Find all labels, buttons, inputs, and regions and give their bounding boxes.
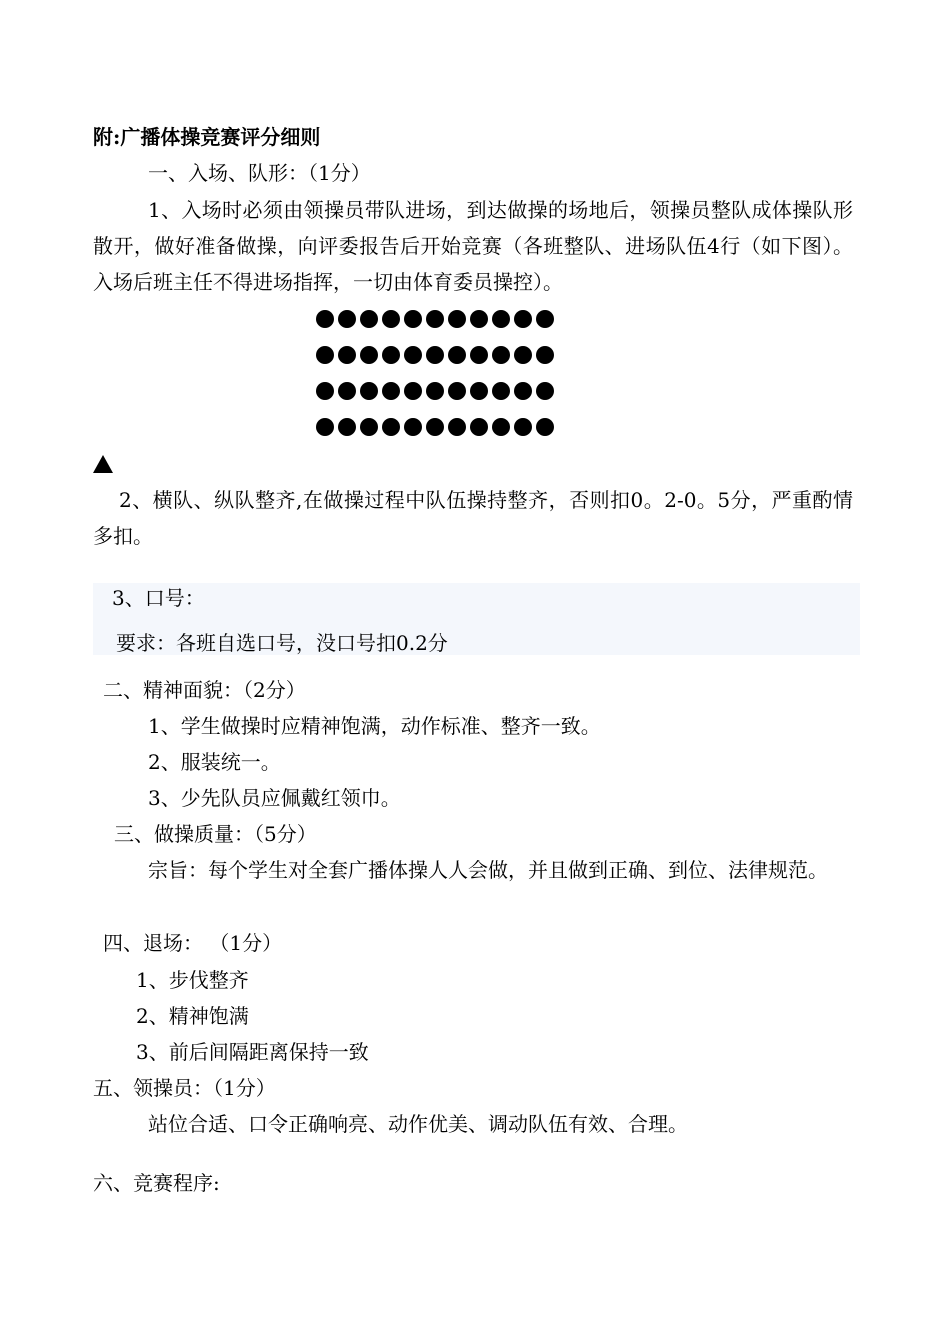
student-dot-icon <box>404 418 422 436</box>
student-dot-icon <box>360 382 378 400</box>
student-dot-icon <box>426 346 444 364</box>
student-dot-icon <box>426 382 444 400</box>
student-dot-icon <box>514 346 532 364</box>
student-dot-icon <box>338 418 356 436</box>
paragraph-1-text: 1、入场时必须由领操员带队进场，到达做操的场地后，领操员整队成体操队形散开，做好准备做操，向评委报告后开始竞赛（各班整队、进场队伍4行（如下图）。入场后班主任不得进场指挥，一切由体育委员操控）。 <box>93 198 853 294</box>
student-dot-icon <box>382 310 400 328</box>
student-dot-icon <box>338 382 356 400</box>
section-2-title: 二、精神面貌：（2分） <box>103 678 306 702</box>
student-dot-icon <box>404 310 422 328</box>
formation-row <box>316 310 554 328</box>
section-2-item: 3、少先队员应佩戴红领巾。 <box>148 786 401 810</box>
section-4-title: 四、退场： （1分） <box>103 931 283 955</box>
formation-row <box>316 382 554 400</box>
section-4-item: 1、步伐整齐 <box>136 968 249 992</box>
student-dot-icon <box>470 382 488 400</box>
student-dot-icon <box>536 346 554 364</box>
student-dot-icon <box>448 418 466 436</box>
section-3-text-span: 宗旨：每个学生对全套广播体操人人会做，并且做到正确、到位、法律规范。 <box>148 858 828 882</box>
student-dot-icon <box>492 418 510 436</box>
student-dot-icon <box>470 418 488 436</box>
student-dot-icon <box>382 382 400 400</box>
student-dot-icon <box>492 382 510 400</box>
student-dot-icon <box>404 382 422 400</box>
student-dot-icon <box>360 418 378 436</box>
section-4-item: 3、前后间隔距离保持一致 <box>136 1040 369 1064</box>
student-dot-icon <box>514 382 532 400</box>
section-1-title: 一、入场、队形：（1分） <box>148 161 371 185</box>
section-6-title: 六、竞赛程序: <box>93 1171 220 1195</box>
section-2-item: 1、学生做操时应精神饱满，动作标准、整齐一致。 <box>148 714 601 738</box>
student-dot-icon <box>338 310 356 328</box>
section-4-item: 2、精神饱满 <box>136 1004 249 1028</box>
section-1-paragraph-1 <box>93 192 853 300</box>
student-dot-icon <box>316 310 334 328</box>
section-5-title: 五、领操员：（1分） <box>93 1076 276 1100</box>
student-dot-icon <box>448 310 466 328</box>
student-dot-icon <box>448 382 466 400</box>
doc-heading: 附:广播体操竞赛评分细则 <box>93 125 321 149</box>
student-dot-icon <box>316 346 334 364</box>
student-dot-icon <box>360 346 378 364</box>
student-dot-icon <box>514 418 532 436</box>
student-dot-icon <box>492 310 510 328</box>
student-dot-icon <box>316 418 334 436</box>
formation-row <box>316 346 554 364</box>
student-dot-icon <box>338 346 356 364</box>
student-dot-icon <box>536 418 554 436</box>
student-dot-icon <box>382 346 400 364</box>
slogan-requirement: 要求：各班自选口号，没口号扣0.2分 <box>116 631 448 655</box>
student-dot-icon <box>426 418 444 436</box>
student-dot-icon <box>316 382 334 400</box>
student-dot-icon <box>360 310 378 328</box>
student-dot-icon <box>536 310 554 328</box>
section-1-paragraph-2 <box>93 482 853 554</box>
student-dot-icon <box>382 418 400 436</box>
triangle-up-icon <box>93 455 113 473</box>
student-dot-icon <box>426 310 444 328</box>
student-dot-icon <box>470 310 488 328</box>
section-5-text: 站位合适、口令正确响亮、动作优美、调动队伍有效、合理。 <box>148 1112 688 1136</box>
section-3-text <box>93 852 853 888</box>
student-dot-icon <box>404 346 422 364</box>
slogan-title: 3、口号： <box>112 586 205 610</box>
student-dot-icon <box>492 346 510 364</box>
student-dot-icon <box>448 346 466 364</box>
paragraph-2-text: 2、横队、纵队整齐,在做操过程中队伍操持整齐，否则扣0。2-0。5分，严重酌情多扣。 <box>93 488 853 548</box>
student-dot-icon <box>470 346 488 364</box>
student-dot-icon <box>536 382 554 400</box>
section-3-title: 三、做操质量：（5分） <box>114 822 317 846</box>
student-dot-icon <box>514 310 532 328</box>
section-2-item: 2、服装统一。 <box>148 750 281 774</box>
formation-row <box>316 418 554 436</box>
